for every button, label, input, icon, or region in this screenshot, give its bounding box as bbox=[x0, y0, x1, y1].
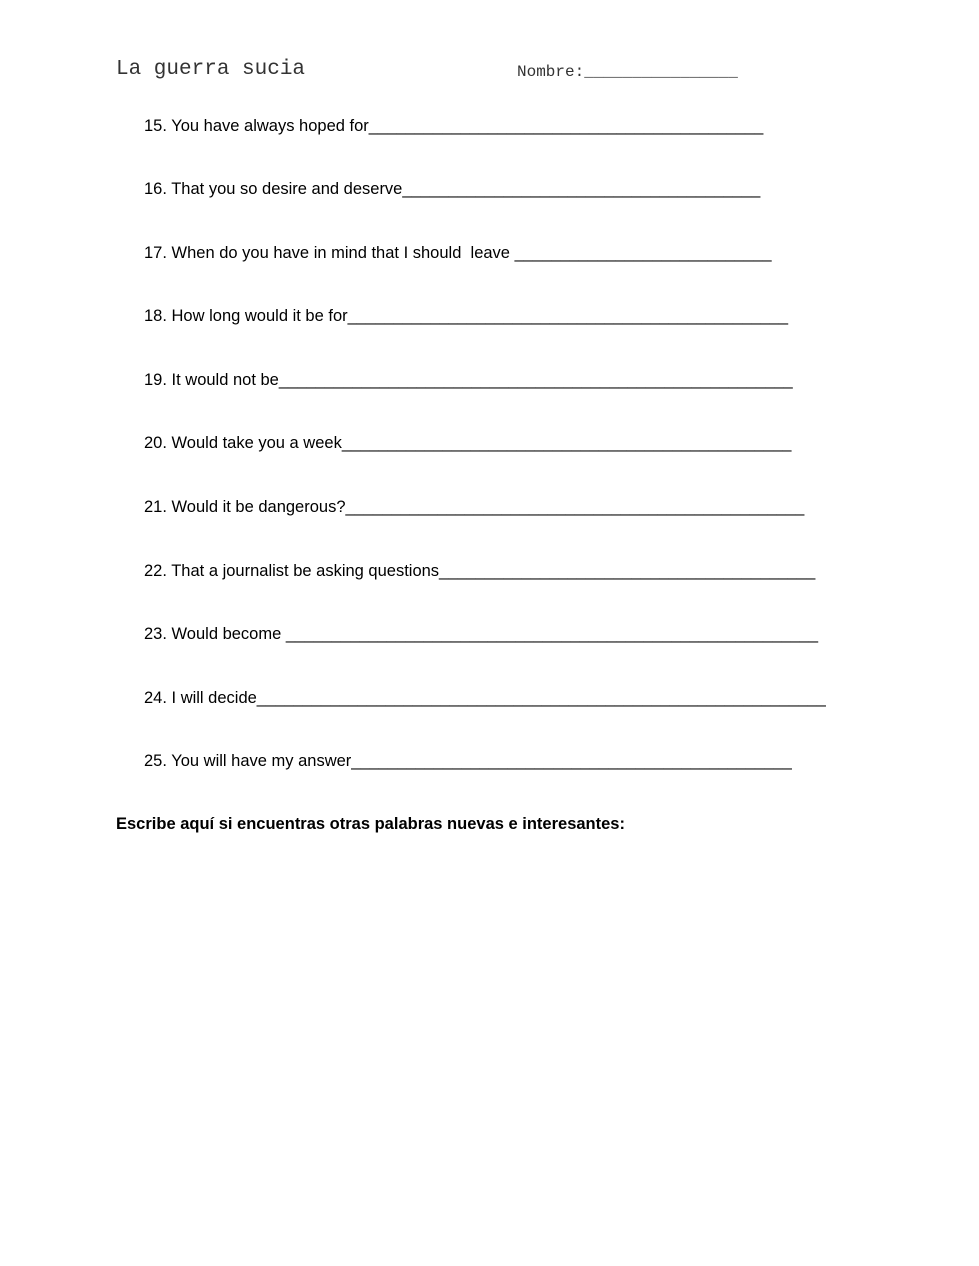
question-item[interactable]: 23. Would become __________________________________________________________ bbox=[144, 625, 819, 643]
question-item[interactable]: 15. You have always hoped for___________________________________________ bbox=[144, 117, 764, 135]
question-item[interactable]: 16. That you so desire and deserve_______________________________________ bbox=[144, 180, 761, 198]
name-field[interactable]: Nombre:________________ bbox=[517, 63, 738, 81]
question-item[interactable]: 22. That a journalist be asking questions_________________________________________ bbox=[144, 562, 816, 580]
question-item[interactable]: 19. It would not be________________________________________________________ bbox=[144, 371, 793, 389]
question-item[interactable]: 25. You will have my answer________________________________________________ bbox=[144, 752, 792, 770]
question-item[interactable]: 21. Would it be dangerous?__________________________________________________ bbox=[144, 498, 805, 516]
question-item[interactable]: 18. How long would it be for________________________________________________ bbox=[144, 307, 789, 325]
new-words-heading: Escribe aquí si encuentras otras palabras nuevas e interesantes: bbox=[116, 815, 625, 833]
question-item[interactable]: 24. I will decide______________________________________________________________ bbox=[144, 689, 826, 707]
question-item[interactable]: 20. Would take you a week_________________________________________________ bbox=[144, 434, 792, 452]
worksheet-title: La guerra sucia bbox=[116, 58, 306, 81]
question-item[interactable]: 17. When do you have in mind that I should leave ____________________________ bbox=[144, 244, 772, 262]
